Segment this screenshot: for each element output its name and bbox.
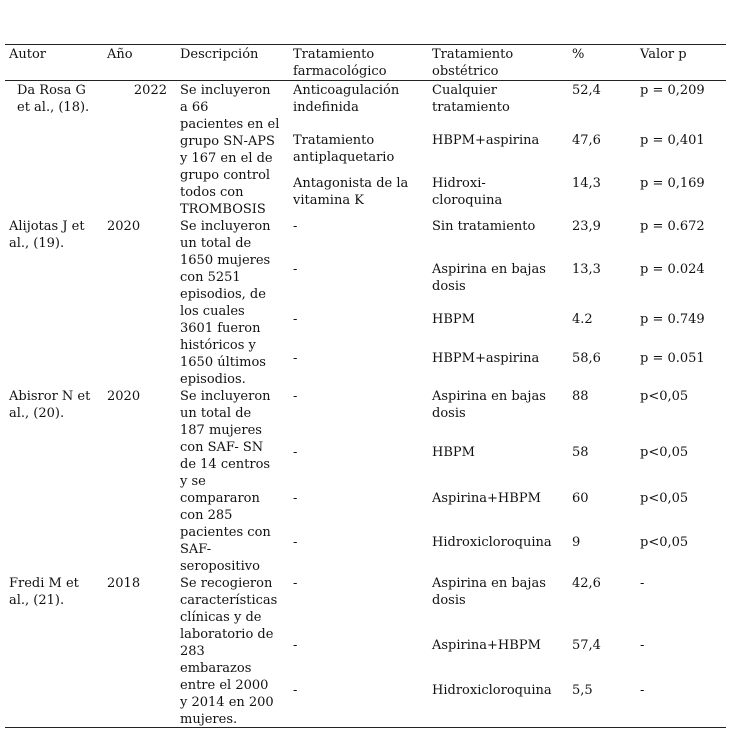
study-descripcion-line: con SAF- SN	[180, 440, 264, 455]
treatment-obstetrico-line: Aspirina en bajas	[432, 576, 546, 591]
treatment-obstetrico-line: cloroquina	[432, 193, 503, 208]
study-descripcion-line: pacientes en el	[180, 117, 280, 132]
treatment-valor-p: p<0,05	[640, 389, 689, 404]
treatment-obstetrico-line: Sin tratamiento	[432, 219, 536, 234]
treatment-obstetrico-line: dosis	[432, 593, 466, 608]
treatment-valor-p: p<0,05	[640, 535, 689, 550]
treatment-obstetrico-line: tratamiento	[432, 100, 510, 115]
treatment-valor-p: p = 0.024	[640, 262, 705, 277]
treatment-obstetrico	[432, 175, 502, 209]
treatment-porcentaje: 4.2	[572, 312, 593, 327]
treatment-valor-p: -	[640, 638, 645, 653]
study-descripcion-line: 283	[180, 644, 205, 659]
header-bottom-rule	[5, 80, 726, 81]
study-autor	[9, 575, 79, 609]
treatment-porcentaje: 58	[572, 445, 589, 460]
treatment-valor-p: p = 0.051	[640, 351, 705, 366]
treatment-porcentaje: 47,6	[572, 133, 601, 148]
header-tratamiento-farmacologico	[293, 46, 387, 80]
study-descripcion-line: los cuales	[180, 304, 245, 319]
table-bottom-rule	[5, 727, 726, 728]
study-descripcion-line: embarazos	[180, 661, 252, 676]
header-descripcion: Descripción	[180, 47, 259, 62]
treatment-farmacologico-line: -	[293, 683, 298, 698]
study-descripcion-line: entre el 2000	[180, 678, 269, 693]
study-descripcion-line: con 5251	[180, 270, 241, 285]
treatment-porcentaje: 9	[572, 535, 581, 550]
study-descripcion	[180, 575, 277, 728]
study-autor-line: Da Rosa G	[17, 83, 86, 98]
treatment-obstetrico	[432, 490, 541, 507]
header-line: obstétrico	[432, 64, 499, 79]
treatment-farmacologico-line: -	[293, 389, 298, 404]
treatment-obstetrico-line: Aspirina+HBPM	[432, 638, 541, 653]
study-descripcion-line: de 14 centros	[180, 457, 271, 472]
treatment-farmacologico	[293, 534, 297, 551]
study-descripcion-line: 3601 fueron	[180, 321, 261, 336]
treatment-porcentaje: 5,5	[572, 683, 593, 698]
treatment-farmacologico-line: -	[293, 638, 298, 653]
treatment-porcentaje: 23,9	[572, 219, 601, 234]
study-descripcion-line: 187 mujeres	[180, 423, 262, 438]
study-descripcion-line: características	[180, 593, 278, 608]
study-anio: 2018	[107, 576, 141, 591]
treatment-obstetrico	[432, 637, 541, 654]
treatment-obstetrico-line: Cualquier	[432, 83, 497, 98]
study-descripcion-line: clínicas y de	[180, 610, 262, 625]
treatment-porcentaje: 58,6	[572, 351, 601, 366]
study-descripcion-line: y 2014 en 200	[180, 695, 274, 710]
study-descripcion-line: episodios, de	[180, 287, 266, 302]
treatment-obstetrico-line: Hidroxicloroquina	[432, 683, 552, 698]
treatment-farmacologico	[293, 132, 394, 166]
study-autor-line: al., (21).	[9, 593, 65, 608]
treatment-obstetrico-line: Aspirina en bajas	[432, 262, 546, 277]
treatment-obstetrico-line: HBPM+aspirina	[432, 351, 540, 366]
study-descripcion-line: 1650 últimos	[180, 355, 266, 370]
treatment-farmacologico	[293, 388, 297, 405]
header-line: Tratamiento	[293, 47, 375, 62]
study-descripcion-line: y se	[180, 474, 206, 489]
study-autor-line: al., (20).	[9, 406, 65, 421]
study-descripcion-line: seropositivo	[180, 559, 260, 574]
treatment-obstetrico	[432, 350, 539, 367]
study-descripcion-line: Se incluyeron	[180, 83, 271, 98]
study-descripcion-line: TROMBOSIS	[180, 202, 266, 217]
header-line: farmacológico	[293, 64, 387, 79]
header-tratamiento-obstetrico	[432, 46, 513, 80]
header-porcentaje: %	[572, 47, 585, 62]
study-autor-line: al., (19).	[9, 236, 65, 251]
treatment-farmacologico	[293, 682, 297, 699]
study-anio: 2022	[133, 83, 167, 98]
treatment-valor-p: p = 0.749	[640, 312, 705, 327]
treatment-obstetrico	[432, 444, 475, 461]
study-descripcion-line: un total de	[180, 236, 252, 251]
treatment-valor-p: p = 0.672	[640, 219, 705, 234]
treatment-valor-p: p = 0,169	[640, 176, 705, 191]
treatment-obstetrico-line: Hidroxi-	[432, 176, 486, 191]
study-descripcion-line: y 167 en el de	[180, 151, 273, 166]
treatment-obstetrico-line: Aspirina en bajas	[432, 389, 546, 404]
header-valor-p: Valor p	[640, 47, 687, 62]
treatment-farmacologico	[293, 444, 297, 461]
treatment-obstetrico-line: HBPM+aspirina	[432, 133, 540, 148]
study-autor-line: Abisror N et	[9, 389, 91, 404]
treatment-farmacologico	[293, 311, 297, 328]
treatment-porcentaje: 13,3	[572, 262, 601, 277]
study-anio: 2020	[107, 389, 141, 404]
treatment-farmacologico-line: antiplaquetario	[293, 150, 395, 165]
treatment-obstetrico-line: dosis	[432, 279, 466, 294]
header-line: Tratamiento	[432, 47, 514, 62]
treatment-obstetrico-line: HBPM	[432, 312, 475, 327]
treatment-farmacologico	[293, 82, 399, 116]
treatment-farmacologico-line: Antagonista de la	[293, 176, 409, 191]
study-descripcion-line: con 285	[180, 508, 233, 523]
treatment-farmacologico-line: -	[293, 576, 298, 591]
treatment-obstetrico	[432, 218, 535, 235]
study-descripcion-line: históricos y	[180, 338, 256, 353]
treatment-farmacologico-line: -	[293, 491, 298, 506]
study-autor	[9, 218, 85, 252]
treatment-porcentaje: 14,3	[572, 176, 601, 191]
study-anio: 2020	[107, 219, 141, 234]
study-descripcion	[180, 218, 271, 388]
treatment-obstetrico	[432, 261, 546, 295]
study-autor	[17, 82, 89, 116]
study-descripcion-line: 1650 mujeres	[180, 253, 271, 268]
treatment-obstetrico-line: HBPM	[432, 445, 475, 460]
treatment-valor-p: p = 0,401	[640, 133, 705, 148]
treatment-farmacologico-line: -	[293, 351, 298, 366]
treatment-porcentaje: 57,4	[572, 638, 601, 653]
treatment-obstetrico	[432, 132, 539, 149]
treatment-farmacologico-line: vitamina K	[293, 193, 364, 208]
treatment-valor-p: p = 0,209	[640, 83, 705, 98]
study-descripcion-line: grupo SN-APS	[180, 134, 275, 149]
study-descripcion	[180, 388, 271, 575]
study-descripcion-line: todos con	[180, 185, 244, 200]
treatment-valor-p: -	[640, 683, 645, 698]
treatment-farmacologico	[293, 350, 297, 367]
study-autor	[9, 388, 90, 422]
treatment-obstetrico	[432, 534, 552, 551]
treatment-farmacologico-line: Anticoagulación	[293, 83, 400, 98]
treatment-farmacologico	[293, 261, 297, 278]
treatment-farmacologico-line: -	[293, 312, 298, 327]
treatment-farmacologico-line: -	[293, 262, 298, 277]
study-descripcion-line: un total de	[180, 406, 252, 421]
study-descripcion-line: mujeres.	[180, 712, 238, 727]
treatment-valor-p: p<0,05	[640, 491, 689, 506]
study-descripcion-line: Se incluyeron	[180, 219, 271, 234]
treatment-obstetrico	[432, 575, 546, 609]
treatment-farmacologico-line: Tratamiento	[293, 133, 375, 148]
study-descripcion-line: Se recogieron	[180, 576, 273, 591]
study-autor-line: Fredi M et	[9, 576, 79, 591]
study-descripcion-line: SAF-	[180, 542, 212, 557]
treatment-obstetrico-line: Aspirina+HBPM	[432, 491, 541, 506]
treatment-obstetrico	[432, 311, 475, 328]
treatment-obstetrico	[432, 82, 510, 116]
treatment-farmacologico	[293, 175, 408, 209]
study-autor-line: Alijotas J et	[9, 219, 85, 234]
treatment-farmacologico-line: -	[293, 535, 298, 550]
treatment-porcentaje: 52,4	[572, 83, 601, 98]
treatment-porcentaje: 88	[572, 389, 589, 404]
treatment-obstetrico	[432, 682, 552, 699]
treatment-valor-p: -	[640, 576, 645, 591]
study-descripcion	[180, 82, 279, 218]
treatment-farmacologico	[293, 575, 297, 592]
treatment-obstetrico	[432, 388, 546, 422]
treatment-obstetrico-line: dosis	[432, 406, 466, 421]
study-descripcion-line: episodios.	[180, 372, 246, 387]
treatment-porcentaje: 60	[572, 491, 589, 506]
header-anio: Año	[107, 47, 133, 62]
study-descripcion-line: pacientes con	[180, 525, 271, 540]
treatment-obstetrico-line: Hidroxicloroquina	[432, 535, 552, 550]
treatment-farmacologico-line: -	[293, 219, 298, 234]
study-descripcion-line: Se incluyeron	[180, 389, 271, 404]
study-descripcion-line: a 66	[180, 100, 209, 115]
header-autor: Autor	[9, 47, 47, 62]
study-descripcion-line: grupo control	[180, 168, 271, 183]
treatment-farmacologico	[293, 637, 297, 654]
treatment-farmacologico	[293, 218, 297, 235]
treatment-porcentaje: 42,6	[572, 576, 601, 591]
study-autor-line: et al., (18).	[17, 100, 90, 115]
table-top-rule	[5, 44, 726, 45]
treatment-valor-p: p<0,05	[640, 445, 689, 460]
treatment-farmacologico	[293, 490, 297, 507]
study-descripcion-line: laboratorio de	[180, 627, 274, 642]
treatment-farmacologico-line: indefinida	[293, 100, 359, 115]
study-descripcion-line: compararon	[180, 491, 260, 506]
treatment-farmacologico-line: -	[293, 445, 298, 460]
